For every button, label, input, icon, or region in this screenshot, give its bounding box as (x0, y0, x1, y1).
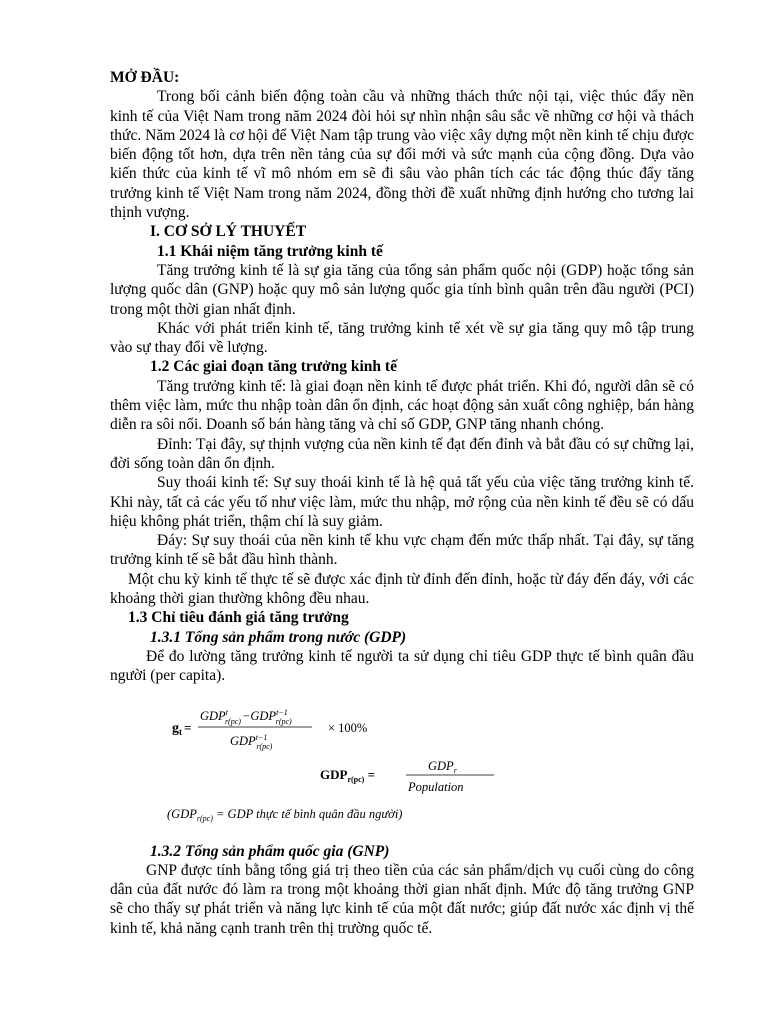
section-1-2-paragraph-4: Đáy: Sự suy thoái của nền kinh tế khu vực chạm đến mức thấp nhất. Tại đây, sự tăng trưởng kinh tế sẽ bắt đầu hình thành. (110, 532, 694, 569)
section-1-2-paragraph-3: Suy thoái kinh tế: Sự suy thoái kinh tế là hệ quả tất yếu của việc tăng trưởng kinh tế. Khi này, tất cả các yếu tố như việc làm, mức thu nhập, mở rộng của nền kinh tế đều sẽ có dấu hiệu không phát triển, thậm chí là suy giảm. (110, 474, 694, 530)
formula-fraction2-numerator: $GDP_r$ (428, 758, 457, 775)
section-1-3-heading: 1.3 Chỉ tiêu đánh giá tăng trưởng (128, 609, 349, 627)
section-1-2-paragraph-5: Một chu kỳ kinh tế thực tế sẽ được xác định từ đỉnh đến đỉnh, hoặc từ đáy đến đáy, với các khoảng thời gian thường không đều nhau. (110, 570, 694, 608)
section-1-2-paragraph-1: Tăng trưởng kinh tế: là giai đoạn nền kinh tế được phát triển. Khi đó, người dân sẽ có thêm việc làm, mức thu nhập toàn dân ổn định, các hoạt động sản xuất công nghiệp, bán hàng diễn ra sôi nổi. Doanh số bán hàng tăng và chỉ số GDP, GNP tăng nhanh chóng. (110, 377, 694, 434)
document-page (110, 68, 694, 938)
formula-gdp-rpc: $GDP_{r(pc)}$ = (320, 766, 376, 784)
section-1-3-1-paragraph: Để đo lường tăng trưởng kinh tế người ta sử dụng chỉ tiêu GDP thực tế bình quân đầu người (per capita). (110, 647, 694, 685)
formula-note: ($GDP_{r(pc)}$ = GDP thực tế bình quân đầu người) (167, 806, 403, 823)
formula-times-100: × 100% (328, 720, 368, 735)
formula-numerator: GDP$^t$ $r(pc)-GDP^{t-1}$ r(pc) (200, 707, 292, 726)
section-1-3-2-heading: 1.3.2 Tổng sản phẩm quốc gia (GNP) (150, 842, 390, 860)
section-1-3-2-paragraph: GNP được tính bằng tổng giá trị theo tiền của các sản phẩm/dịch vụ cuối cùng do công dân của đất nước đó làm ra trong một khoảng thời gian nhất định. Mức độ tăng trưởng GNP sẽ cho thấy sự phát triển và năng lực kinh tế của một đất nước; giúp đất nước xác định vị thế kinh tế, khả năng cạnh tranh trên thị trường quốc tế. (110, 861, 694, 937)
section-1-1-heading: 1.1 Khái niệm tăng trưởng kinh tế (157, 242, 383, 260)
intro-heading: MỞ ĐẦU: (110, 69, 180, 86)
section-1-2-heading: 1.2 Các giai đoạn tăng trưởng kinh tế (150, 358, 397, 376)
section-1-2-paragraph-2: Đỉnh: Tại đây, sự thịnh vượng của nền kinh tế đạt đến đỉnh và bắt đầu có sự chững lại, đời sống toàn dân ổn định. (110, 435, 694, 472)
formula-fraction2-denominator: Population (408, 779, 464, 794)
gdp-growth-formula (110, 700, 694, 826)
section-1-3-1-heading: 1.3.1 Tổng sản phẩm trong nước (GDP) (150, 628, 407, 646)
formula-denominator: $GDP^{t-1}$ r(pc) (230, 732, 273, 751)
section1-heading: I. CƠ SỞ LÝ THUYẾT (150, 223, 307, 241)
intro-paragraph: Trong bối cảnh biến động toàn cầu và những thách thức nội tại, việc thúc đẩy nền kinh tế của Việt Nam trong năm 2024 đòi hỏi sự nhìn nhận sâu sắc về những cơ hội và thách thức. Năm 2024 là cơ hội để Việt Nam tập trung vào việc xây dựng một nền kinh tế chịu được biến động tốt hơn, dựa trên nền tảng của sự đổi mới và sức mạnh của cộng đồng. Dựa vào kiến thức của kinh tế vĩ mô nhóm em sẽ đi sâu vào phân tích các tác động thúc đẩy tăng trưởng kinh tế Việt Nam trong năm 2024, đồng thời đề xuất những định hướng cho tương lai thịnh vượng. (110, 88, 694, 222)
section-1-1-paragraph-1: Tăng trưởng kinh tế là sự gia tăng của tổng sản phẩm quốc nội (GDP) hoặc tổng sản lượng quốc dân (GNP) hoặc quy mô sản lượng quốc gia tính bình quân trên đầu người (PCI) trong một thời gian nhất định. (110, 261, 694, 318)
formula-g-symbol: $g_t$ = (172, 719, 192, 737)
section-1-1-paragraph-2: Khác với phát triển kinh tế, tăng trưởng kinh tế xét về sự gia tăng quy mô tập trung vào sự thay đổi về lượng. (110, 319, 694, 357)
